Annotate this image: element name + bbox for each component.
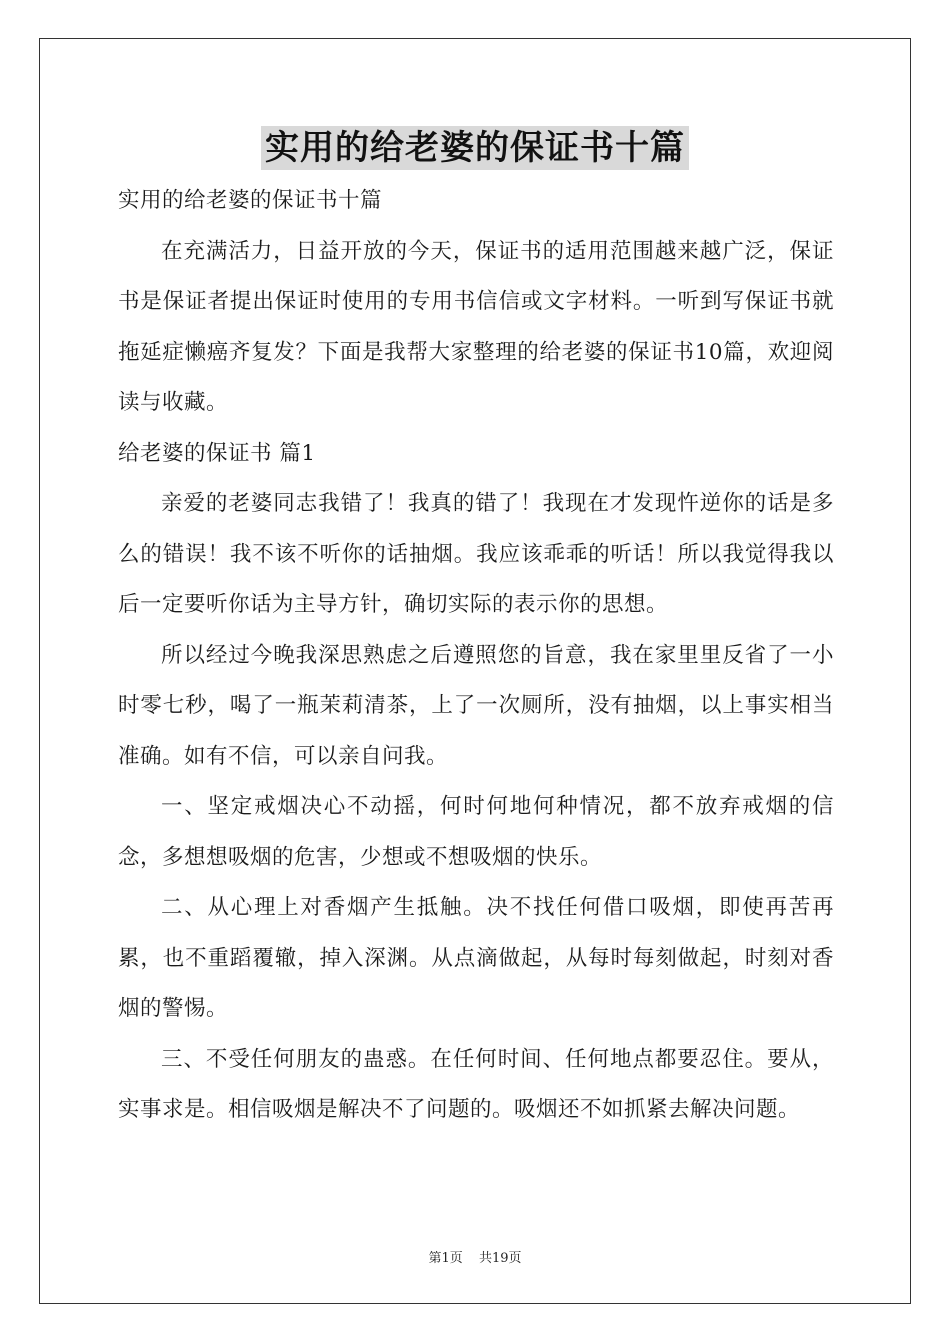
- paragraph: 一、坚定戒烟决心不动摇，何时何地何种情况，都不放弃戒烟的信念，多想想吸烟的危害，少想或不想吸烟的快乐。: [118, 794, 834, 870]
- document-title: 实用的给老婆的保证书十篇: [261, 126, 689, 170]
- paragraph: 亲爱的老婆同志我错了！我真的错了！我现在才发现忤逆你的话是多么的错误！我不该不听你的话抽烟。我应该乖乖的听话！所以我觉得我以后一定要听你话为主导方针，确切实际的表示你的思想。: [118, 491, 834, 617]
- page-number: 第1页: [428, 1251, 463, 1266]
- page-total: 共19页: [478, 1251, 522, 1266]
- section-heading: 给老婆的保证书 篇1: [118, 440, 316, 466]
- title-container: [0, 126, 950, 170]
- paragraph-intro: 在充满活力，日益开放的今天，保证书的适用范围越来越广泛，保证书是保证者提出保证时使用的专用书信信或文字材料。一听到写保证书就拖延症懒癌齐复发？下面是我帮大家整理的给老婆的保证书10篇，欢迎阅读与收藏。: [118, 238, 834, 415]
- paragraph: 所以经过今晚我深思熟虑之后遵照您的旨意，我在家里里反省了一小时零七秒，喝了一瓶茉莉清茶，上了一次厕所，没有抽烟，以上事实相当准确。如有不信，可以亲自问我。: [118, 642, 834, 769]
- paragraph: 二、从心理上对香烟产生抵触。决不找任何借口吸烟，即使再苦再累，也不重蹈覆辙，掉入深渊。从点滴做起，从每时每刻做起，时刻对香烟的警惕。: [118, 895, 834, 1021]
- paragraph-subtitle: 实用的给老婆的保证书十篇: [118, 188, 383, 213]
- document-body: [118, 176, 834, 1136]
- page-footer: [0, 1247, 950, 1266]
- paragraph: 三、不受任何朋友的蛊惑。在任何时间、任何地点都要忍住。要从，实事求是。相信吸烟是解决不了问题的。吸烟还不如抓紧去解决问题。: [118, 1046, 834, 1122]
